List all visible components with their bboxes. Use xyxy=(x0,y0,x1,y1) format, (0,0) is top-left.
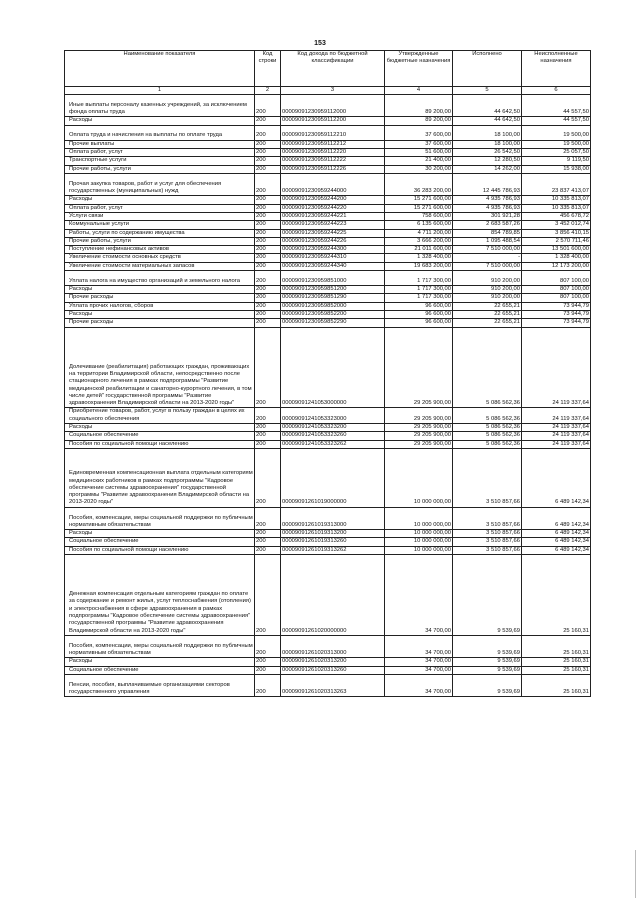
row-approved-cell: 10 000 000,00 xyxy=(385,538,453,546)
row-budget-code-cell: 00009091241053323200 xyxy=(281,424,385,432)
row-executed-cell: 301 921,28 xyxy=(453,212,522,220)
table-row xyxy=(65,221,591,229)
row-approved-cell: 37 600,00 xyxy=(385,140,453,148)
row-name-cell: Расходы xyxy=(65,424,255,432)
table-row xyxy=(65,319,591,327)
row-budget-code-cell: 00009091230959851290 xyxy=(281,294,385,302)
row-executed-cell: 4 935 786,93 xyxy=(453,196,522,204)
row-executed-cell: 5 086 562,36 xyxy=(453,424,522,432)
table-row xyxy=(65,530,591,538)
row-line-code-cell: 200 xyxy=(255,546,281,554)
table-row xyxy=(65,546,591,554)
row-remaining-cell: 25 160,31 xyxy=(522,635,591,657)
row-name-cell: Прочие работы, услуги xyxy=(65,237,255,245)
row-line-code-cell: 200 xyxy=(255,95,281,117)
row-name-cell: Услуги связи xyxy=(65,212,255,220)
table-row xyxy=(65,286,591,294)
row-remaining-cell: 807 100,00 xyxy=(522,271,591,286)
row-name-cell: Увеличение стоимости материальных запасов xyxy=(65,262,255,270)
row-line-code-cell: 200 xyxy=(255,165,281,173)
row-budget-code-cell: 00009091261019313000 xyxy=(281,507,385,529)
row-line-code-cell: 200 xyxy=(255,246,281,254)
row-remaining-cell: 6 489 142,34 xyxy=(522,530,591,538)
row-budget-code-cell: 00009091230959852200 xyxy=(281,311,385,319)
row-line-code-cell: 200 xyxy=(255,440,281,448)
row-budget-code-cell: 00009091261020313260 xyxy=(281,666,385,674)
row-line-code-cell: 200 xyxy=(255,555,281,636)
row-executed-cell: 18 100,00 xyxy=(453,125,522,140)
row-name-cell: Приобретение товаров, работ, услуг в пользу граждан в целях их социального обеспечения xyxy=(65,408,255,424)
row-approved-cell: 19 683 200,00 xyxy=(385,262,453,270)
row-line-code-cell: 200 xyxy=(255,311,281,319)
row-budget-code-cell: 00009091230959244000 xyxy=(281,173,385,195)
row-name-cell: Единовременная компенсационная выплата отдельным категориям медицинских работников в рамках подпрограммы "Кадровое обеспечение системы здравоохранения" государственной программы "Развитие здравоохранения Владимирской области на 2013-2020 годы" xyxy=(65,448,255,507)
header-approved: Утвержденные бюджетные назначения xyxy=(385,51,453,87)
row-remaining-cell: 24 119 337,64 xyxy=(522,424,591,432)
row-approved-cell: 6 135 600,00 xyxy=(385,221,453,229)
row-line-code-cell: 200 xyxy=(255,229,281,237)
header-remaining: Неисполненные назначения xyxy=(522,51,591,87)
row-executed-cell: 910 200,00 xyxy=(453,294,522,302)
table-row xyxy=(65,440,591,448)
page-edge-mark xyxy=(635,850,636,898)
row-name-cell: Пособия по социальной помощи населению xyxy=(65,546,255,554)
row-approved-cell: 758 600,00 xyxy=(385,212,453,220)
table-header-row xyxy=(65,51,591,87)
row-name-cell: Социальное обеспечение xyxy=(65,538,255,546)
row-executed-cell: 12 445 786,93 xyxy=(453,173,522,195)
row-executed-cell: 22 655,21 xyxy=(453,319,522,327)
row-remaining-cell: 25 057,50 xyxy=(522,149,591,157)
row-budget-code-cell: 00009091261020313200 xyxy=(281,658,385,666)
table-row xyxy=(65,507,591,529)
row-remaining-cell: 9 119,50 xyxy=(522,157,591,165)
table-row xyxy=(65,327,591,408)
row-executed-cell: 3 510 857,66 xyxy=(453,448,522,507)
row-executed-cell: 9 539,69 xyxy=(453,658,522,666)
table-row xyxy=(65,311,591,319)
row-line-code-cell: 200 xyxy=(255,319,281,327)
table-row xyxy=(65,658,591,666)
page-number: 153 xyxy=(314,40,326,47)
row-name-cell: Расходы xyxy=(65,196,255,204)
row-budget-code-cell: 00009091241053000000 xyxy=(281,327,385,408)
row-name-cell: Расходы xyxy=(65,658,255,666)
row-line-code-cell: 200 xyxy=(255,212,281,220)
row-executed-cell: 5 086 562,36 xyxy=(453,432,522,440)
row-approved-cell: 1 328 400,00 xyxy=(385,254,453,262)
row-budget-code-cell: 00009091230959244221 xyxy=(281,212,385,220)
row-approved-cell: 37 600,00 xyxy=(385,125,453,140)
row-executed-cell: - xyxy=(453,254,522,262)
row-executed-cell: 4 935 786,93 xyxy=(453,204,522,212)
row-approved-cell: 34 700,00 xyxy=(385,674,453,696)
row-approved-cell: 10 000 000,00 xyxy=(385,448,453,507)
row-name-cell: Оплата работ, услуг xyxy=(65,149,255,157)
row-remaining-cell: 24 119 337,64 xyxy=(522,408,591,424)
row-budget-code-cell: 00009091241053323260 xyxy=(281,432,385,440)
row-line-code-cell: 200 xyxy=(255,448,281,507)
table-row xyxy=(65,173,591,195)
row-budget-code-cell: 00009091230959112210 xyxy=(281,125,385,140)
row-executed-cell: 14 262,00 xyxy=(453,165,522,173)
header-executed: Исполнено xyxy=(453,51,522,87)
row-remaining-cell: 807 100,00 xyxy=(522,286,591,294)
row-remaining-cell: 3 856 410,15 xyxy=(522,229,591,237)
budget-execution-table xyxy=(64,50,591,697)
row-line-code-cell: 200 xyxy=(255,157,281,165)
row-budget-code-cell: 00009091230959112220 xyxy=(281,149,385,157)
row-executed-cell: 22 655,21 xyxy=(453,311,522,319)
row-executed-cell: 7 510 000,00 xyxy=(453,262,522,270)
table-row xyxy=(65,635,591,657)
header-line-code: Код строки xyxy=(255,51,281,87)
row-budget-code-cell: 00009091241053323000 xyxy=(281,408,385,424)
table-row xyxy=(65,448,591,507)
row-remaining-cell: 6 489 142,34 xyxy=(522,546,591,554)
column-number: 6 xyxy=(522,87,591,95)
row-budget-code-cell: 00009091230959244200 xyxy=(281,196,385,204)
table-row xyxy=(65,149,591,157)
row-line-code-cell: 200 xyxy=(255,286,281,294)
row-name-cell: Увеличение стоимости основных средств xyxy=(65,254,255,262)
row-budget-code-cell: 00009091261019313260 xyxy=(281,538,385,546)
column-number: 3 xyxy=(281,87,385,95)
row-remaining-cell: 456 678,72 xyxy=(522,212,591,220)
row-budget-code-cell: 00009091261020313000 xyxy=(281,635,385,657)
row-name-cell: Расходы xyxy=(65,530,255,538)
column-number: 4 xyxy=(385,87,453,95)
table-row xyxy=(65,204,591,212)
row-name-cell: Социальное обеспечение xyxy=(65,432,255,440)
table-row xyxy=(65,432,591,440)
row-approved-cell: 1 717 300,00 xyxy=(385,286,453,294)
row-executed-cell: 9 539,69 xyxy=(453,555,522,636)
row-name-cell: Прочие выплаты xyxy=(65,140,255,148)
row-budget-code-cell: 00009091230959112200 xyxy=(281,117,385,125)
row-budget-code-cell: 00009091230959244223 xyxy=(281,221,385,229)
row-line-code-cell: 200 xyxy=(255,237,281,245)
row-approved-cell: 1 717 300,00 xyxy=(385,271,453,286)
row-executed-cell: 18 100,00 xyxy=(453,140,522,148)
row-line-code-cell: 200 xyxy=(255,254,281,262)
row-line-code-cell: 200 xyxy=(255,666,281,674)
row-approved-cell: 10 000 000,00 xyxy=(385,546,453,554)
table-row xyxy=(65,165,591,173)
row-name-cell: Расходы xyxy=(65,286,255,294)
row-budget-code-cell: 00009091230959852000 xyxy=(281,302,385,310)
row-line-code-cell: 200 xyxy=(255,149,281,157)
row-approved-cell: 29 205 900,00 xyxy=(385,408,453,424)
row-budget-code-cell: 00009091261020000000 xyxy=(281,555,385,636)
row-name-cell: Пособия по социальной помощи населению xyxy=(65,440,255,448)
row-line-code-cell: 200 xyxy=(255,302,281,310)
row-approved-cell: 96 600,00 xyxy=(385,311,453,319)
row-remaining-cell: 24 119 337,64 xyxy=(522,440,591,448)
row-remaining-cell: 25 160,31 xyxy=(522,658,591,666)
column-number: 1 xyxy=(65,87,255,95)
row-line-code-cell: 200 xyxy=(255,294,281,302)
row-line-code-cell: 200 xyxy=(255,327,281,408)
row-executed-cell: 44 642,50 xyxy=(453,95,522,117)
row-remaining-cell: 10 335 813,07 xyxy=(522,204,591,212)
table-row xyxy=(65,140,591,148)
table-row xyxy=(65,555,591,636)
row-name-cell: Прочая закупка товаров, работ и услуг для обеспечения государственных (муниципальных) нужд xyxy=(65,173,255,195)
row-remaining-cell: 24 119 337,64 xyxy=(522,432,591,440)
row-approved-cell: 15 271 600,00 xyxy=(385,204,453,212)
row-name-cell: Оплата труда и начисления на выплаты по оплате труда xyxy=(65,125,255,140)
row-name-cell: Коммунальные услуги xyxy=(65,221,255,229)
row-approved-cell: 29 205 900,00 xyxy=(385,432,453,440)
row-approved-cell: 1 717 300,00 xyxy=(385,294,453,302)
row-executed-cell: 5 086 562,36 xyxy=(453,327,522,408)
table-row xyxy=(65,254,591,262)
table-row xyxy=(65,196,591,204)
row-remaining-cell: 44 557,50 xyxy=(522,117,591,125)
row-remaining-cell: 6 489 142,34 xyxy=(522,507,591,529)
table-row xyxy=(65,157,591,165)
row-budget-code-cell: 00009091230959112222 xyxy=(281,157,385,165)
row-approved-cell: 29 205 900,00 xyxy=(385,424,453,432)
row-approved-cell: 3 666 200,00 xyxy=(385,237,453,245)
row-approved-cell: 21 011 600,00 xyxy=(385,246,453,254)
row-executed-cell: 9 539,69 xyxy=(453,666,522,674)
row-budget-code-cell: 00009091261020313263 xyxy=(281,674,385,696)
row-remaining-cell: 2 570 711,46 xyxy=(522,237,591,245)
row-line-code-cell: 200 xyxy=(255,117,281,125)
table-row xyxy=(65,95,591,117)
row-budget-code-cell: 00009091230959851200 xyxy=(281,286,385,294)
row-line-code-cell: 200 xyxy=(255,408,281,424)
row-line-code-cell: 200 xyxy=(255,530,281,538)
row-budget-code-cell: 00009091261019313200 xyxy=(281,530,385,538)
table-row xyxy=(65,294,591,302)
row-line-code-cell: 200 xyxy=(255,635,281,657)
row-remaining-cell: 23 837 413,07 xyxy=(522,173,591,195)
table-row xyxy=(65,262,591,270)
row-executed-cell: 3 510 857,66 xyxy=(453,538,522,546)
row-line-code-cell: 200 xyxy=(255,538,281,546)
row-name-cell: Пособия, компенсации, меры социальной поддержки по публичным нормативным обязательствам xyxy=(65,635,255,657)
header-indicator-name: Наименование показателя xyxy=(65,51,255,87)
row-approved-cell: 36 283 200,00 xyxy=(385,173,453,195)
column-number: 5 xyxy=(453,87,522,95)
row-remaining-cell: 15 938,00 xyxy=(522,165,591,173)
row-remaining-cell: 44 557,50 xyxy=(522,95,591,117)
row-remaining-cell: 3 452 012,74 xyxy=(522,221,591,229)
row-name-cell: Иные выплаты персоналу казенных учреждений, за исключением фонда оплаты труда xyxy=(65,95,255,117)
table-row xyxy=(65,125,591,140)
row-remaining-cell: 19 500,00 xyxy=(522,140,591,148)
row-line-code-cell: 200 xyxy=(255,125,281,140)
row-name-cell: Уплата прочих налогов, сборов xyxy=(65,302,255,310)
row-name-cell: Прочие расходы xyxy=(65,319,255,327)
row-remaining-cell: 73 944,79 xyxy=(522,302,591,310)
row-line-code-cell: 200 xyxy=(255,196,281,204)
row-remaining-cell: 807 100,00 xyxy=(522,294,591,302)
row-executed-cell: 5 086 562,36 xyxy=(453,440,522,448)
row-executed-cell: 12 280,50 xyxy=(453,157,522,165)
row-name-cell: Работы, услуги по содержанию имущества xyxy=(65,229,255,237)
row-name-cell: Уплата налога на имущество организаций и земельного налога xyxy=(65,271,255,286)
table-row xyxy=(65,408,591,424)
row-name-cell: Пенсии, пособия, выплачиваемые организациями секторов государственного управления xyxy=(65,674,255,696)
row-name-cell: Социальное обеспечение xyxy=(65,666,255,674)
row-budget-code-cell: 00009091261019313262 xyxy=(281,546,385,554)
row-approved-cell: 89 200,00 xyxy=(385,95,453,117)
row-budget-code-cell: 00009091230959244226 xyxy=(281,237,385,245)
row-name-cell: Долечивание (реабилитация) работающих граждан, проживающих на территории Владимирской области, непосредственно после стационарного лечения в рамках подпрограммы "Развитие медицинской реабилитации и санаторно-курортного лечения, в том числе детей" государственной программы "Развитие здравоохранения Владимирской области на 2013-2020 годы" xyxy=(65,327,255,408)
row-approved-cell: 29 205 900,00 xyxy=(385,327,453,408)
row-executed-cell: 3 510 857,66 xyxy=(453,546,522,554)
row-name-cell: Пособия, компенсации, меры социальной поддержки по публичным нормативным обязательствам xyxy=(65,507,255,529)
row-budget-code-cell: 00009091230959244300 xyxy=(281,246,385,254)
row-budget-code-cell: 00009091230959112000 xyxy=(281,95,385,117)
table-row xyxy=(65,666,591,674)
row-approved-cell: 51 600,00 xyxy=(385,149,453,157)
row-approved-cell: 4 711 200,00 xyxy=(385,229,453,237)
row-remaining-cell: 25 160,31 xyxy=(522,666,591,674)
row-remaining-cell: 13 501 600,00 xyxy=(522,246,591,254)
table-row xyxy=(65,246,591,254)
row-name-cell: Денежная компенсация отдельным категориям граждан по оплате за содержание и ремонт жилья, услуг теплоснабжения (отопления) и электроснабжения в сфере здравоохранения в рамках подпрограммы "Кадровое обеспечение системы здравоохранения" государственной программы "Развитие здравоохранения Владимирской области на 2013-2020 годы" xyxy=(65,555,255,636)
row-executed-cell: 1 095 488,54 xyxy=(453,237,522,245)
row-approved-cell: 30 200,00 xyxy=(385,165,453,173)
row-name-cell: Прочие работы, услуги xyxy=(65,165,255,173)
table-body xyxy=(65,95,591,697)
row-budget-code-cell: 00009091230959852290 xyxy=(281,319,385,327)
row-approved-cell: 96 600,00 xyxy=(385,319,453,327)
row-executed-cell: 9 539,69 xyxy=(453,674,522,696)
row-executed-cell: 22 655,21 xyxy=(453,302,522,310)
row-remaining-cell: 6 489 142,34 xyxy=(522,448,591,507)
row-name-cell: Поступление нефинансовых активов xyxy=(65,246,255,254)
row-line-code-cell: 200 xyxy=(255,140,281,148)
row-line-code-cell: 200 xyxy=(255,424,281,432)
row-remaining-cell: 6 489 142,34 xyxy=(522,538,591,546)
row-approved-cell: 29 205 900,00 xyxy=(385,440,453,448)
table-row xyxy=(65,229,591,237)
row-executed-cell: 910 200,00 xyxy=(453,271,522,286)
table-row xyxy=(65,674,591,696)
row-remaining-cell: 24 119 337,64 xyxy=(522,327,591,408)
row-remaining-cell: 19 500,00 xyxy=(522,125,591,140)
row-budget-code-cell: 00009091230959244310 xyxy=(281,254,385,262)
row-line-code-cell: 200 xyxy=(255,204,281,212)
column-number: 2 xyxy=(255,87,281,95)
row-executed-cell: 7 510 000,00 xyxy=(453,246,522,254)
row-approved-cell: 34 700,00 xyxy=(385,635,453,657)
row-executed-cell: 44 642,50 xyxy=(453,117,522,125)
row-budget-code-cell: 00009091230959112226 xyxy=(281,165,385,173)
row-line-code-cell: 200 xyxy=(255,173,281,195)
row-remaining-cell: 10 335 813,07 xyxy=(522,196,591,204)
row-executed-cell: 3 510 857,66 xyxy=(453,507,522,529)
table-row xyxy=(65,212,591,220)
row-remaining-cell: 12 173 200,00 xyxy=(522,262,591,270)
row-remaining-cell: 25 160,31 xyxy=(522,555,591,636)
row-budget-code-cell: 00009091261019000000 xyxy=(281,448,385,507)
row-line-code-cell: 200 xyxy=(255,271,281,286)
row-executed-cell: 2 683 587,26 xyxy=(453,221,522,229)
row-remaining-cell: 73 944,79 xyxy=(522,311,591,319)
row-executed-cell: 9 539,69 xyxy=(453,635,522,657)
row-budget-code-cell: 00009091230959244340 xyxy=(281,262,385,270)
row-remaining-cell: 25 160,31 xyxy=(522,674,591,696)
row-approved-cell: 89 200,00 xyxy=(385,117,453,125)
column-number-row xyxy=(65,87,591,95)
header-budget-code: Код дохода по бюджетной классификации xyxy=(281,51,385,87)
row-budget-code-cell: 00009091241053323262 xyxy=(281,440,385,448)
table-row xyxy=(65,302,591,310)
row-approved-cell: 34 700,00 xyxy=(385,666,453,674)
row-name-cell: Расходы xyxy=(65,311,255,319)
row-budget-code-cell: 00009091230959112212 xyxy=(281,140,385,148)
row-line-code-cell: 200 xyxy=(255,432,281,440)
table-row xyxy=(65,424,591,432)
row-approved-cell: 10 000 000,00 xyxy=(385,530,453,538)
row-budget-code-cell: 00009091230959851000 xyxy=(281,271,385,286)
table-row xyxy=(65,271,591,286)
row-name-cell: Оплата работ, услуг xyxy=(65,204,255,212)
row-budget-code-cell: 00009091230959244220 xyxy=(281,204,385,212)
row-line-code-cell: 200 xyxy=(255,221,281,229)
row-approved-cell: 21 400,00 xyxy=(385,157,453,165)
row-approved-cell: 34 700,00 xyxy=(385,658,453,666)
row-approved-cell: 34 700,00 xyxy=(385,555,453,636)
row-name-cell: Расходы xyxy=(65,117,255,125)
row-executed-cell: 5 086 562,36 xyxy=(453,408,522,424)
row-line-code-cell: 200 xyxy=(255,658,281,666)
table-row xyxy=(65,237,591,245)
row-approved-cell: 15 271 600,00 xyxy=(385,196,453,204)
row-executed-cell: 3 510 857,66 xyxy=(453,530,522,538)
row-line-code-cell: 200 xyxy=(255,262,281,270)
row-executed-cell: 854 789,85 xyxy=(453,229,522,237)
row-executed-cell: 26 542,50 xyxy=(453,149,522,157)
row-line-code-cell: 200 xyxy=(255,507,281,529)
table-row xyxy=(65,538,591,546)
row-name-cell: Транспортные услуги xyxy=(65,157,255,165)
row-executed-cell: 910 200,00 xyxy=(453,286,522,294)
row-remaining-cell: 73 944,79 xyxy=(522,319,591,327)
row-approved-cell: 96 600,00 xyxy=(385,302,453,310)
row-name-cell: Прочие расходы xyxy=(65,294,255,302)
table-row xyxy=(65,117,591,125)
row-approved-cell: 10 000 000,00 xyxy=(385,507,453,529)
row-line-code-cell: 200 xyxy=(255,674,281,696)
row-remaining-cell: 1 328 400,00 xyxy=(522,254,591,262)
row-budget-code-cell: 00009091230959244225 xyxy=(281,229,385,237)
